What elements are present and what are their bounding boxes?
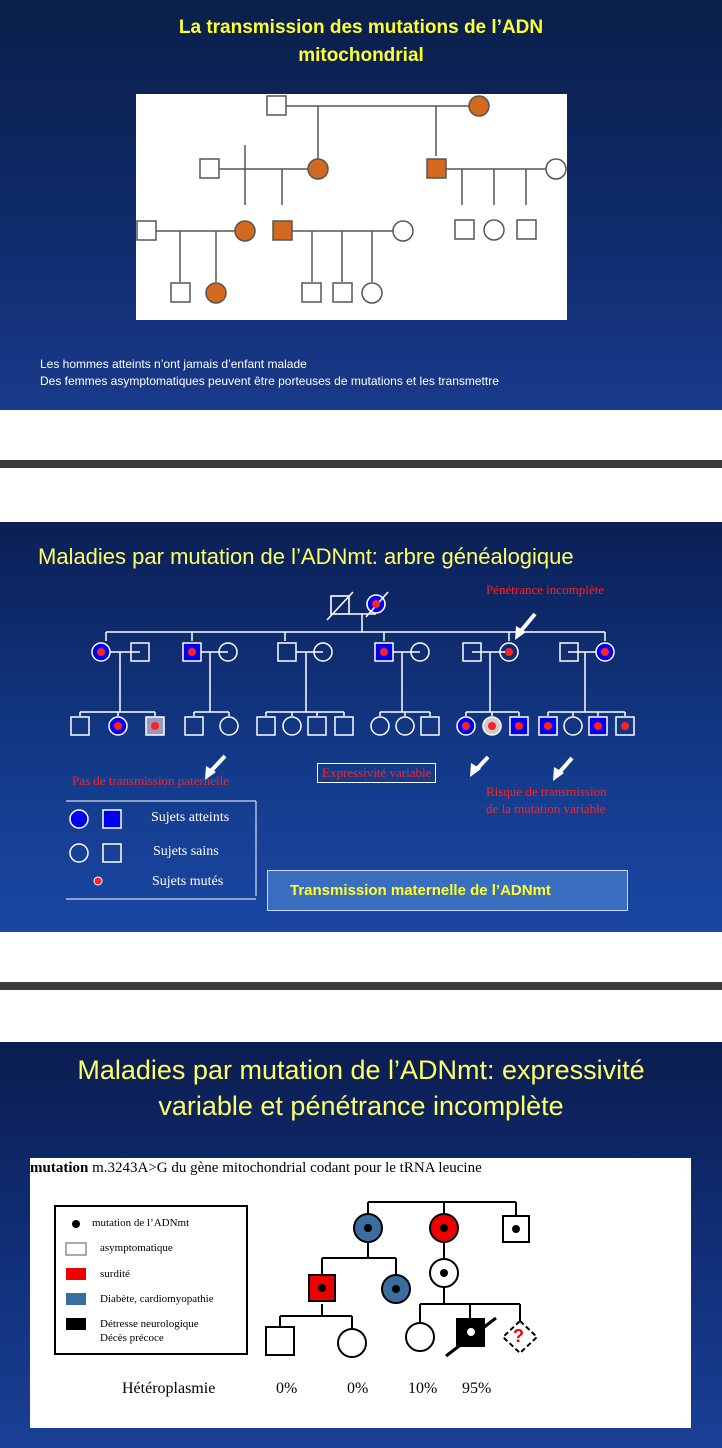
- p1-male-affected: [427, 159, 446, 178]
- question-mark: ?: [513, 1326, 524, 1346]
- maternal-transmission-box: Transmission maternelle de l’ADNmt: [267, 870, 628, 911]
- heteroplasmy-label: Hétéroplasmie: [122, 1380, 216, 1397]
- pedigree-1: [136, 94, 567, 320]
- legend-mutated: Sujets mutés: [152, 874, 224, 889]
- slide-1-title: La transmission des mutations de l’ADN mitochondrial: [178, 17, 544, 66]
- heteroplasmy-value: 10%: [408, 1380, 438, 1397]
- p1-female: [362, 283, 382, 303]
- label-penetrance: Pénétrance incomplète: [486, 582, 605, 597]
- legend-affected: Sujets atteints: [151, 810, 230, 825]
- slide-separator: [0, 982, 722, 990]
- slide-1-bullet-1: Les hommes atteints n’ont jamais d’enfant malade: [40, 357, 307, 371]
- p1-male: [517, 220, 536, 239]
- p1-male: [455, 220, 474, 239]
- slide-2-title: Maladies par mutation de l’ADNmt: arbre généalogique: [38, 544, 574, 569]
- p1-male: [333, 283, 352, 302]
- p1-male: [200, 159, 219, 178]
- slide-1: [0, 0, 722, 410]
- p1-male: [171, 283, 190, 302]
- slide-separator: [0, 460, 722, 468]
- p1-female-affected: [469, 96, 489, 116]
- p1-female-affected: [235, 221, 255, 241]
- heteroplasmy-value: 0%: [276, 1380, 298, 1397]
- label-expressivity: Expressivité variable: [317, 763, 436, 783]
- p1-female: [393, 221, 413, 241]
- slide-3-title: Maladies par mutation de l’ADNmt: expressivité variable et pénétrance incomplète: [77, 1055, 645, 1121]
- label-risk: Risque de transmission de la mutation variable: [486, 784, 607, 816]
- legend-mutation: mutation de l’ADNmt: [92, 1217, 190, 1229]
- p1-female: [484, 220, 504, 240]
- slide-3: [0, 1042, 722, 1448]
- p1-male-affected: [273, 221, 292, 240]
- slide-3-subtitle: mutation m.3243A>G du gène mitochondrial codant pour le tRNA leucine: [30, 1160, 482, 1176]
- legend-deafness: surdité: [100, 1268, 130, 1280]
- p1-male: [137, 221, 156, 240]
- p1-female-affected: [206, 283, 226, 303]
- p1-male: [267, 96, 286, 115]
- legend-asymptomatic: asymptomatique: [100, 1242, 173, 1254]
- label-paternal: Pas de transmission paternelle: [72, 773, 230, 788]
- slide-1-bullet-2: Des femmes asymptomatiques peuvent être porteuses de mutations et les transmettre: [40, 374, 499, 388]
- p1-female: [546, 159, 566, 179]
- heteroplasmy-value: 95%: [462, 1380, 492, 1397]
- p1-male: [302, 283, 321, 302]
- legend-neuro: Détresse neurologique Décès précoce: [100, 1318, 199, 1344]
- p1-female-affected: [308, 159, 328, 179]
- legend-diabetes: Diabète, cardiomyopathie: [100, 1293, 214, 1305]
- heteroplasmy-value: 0%: [347, 1380, 369, 1397]
- legend-healthy: Sujets sains: [153, 844, 219, 859]
- slide-2: [0, 522, 722, 932]
